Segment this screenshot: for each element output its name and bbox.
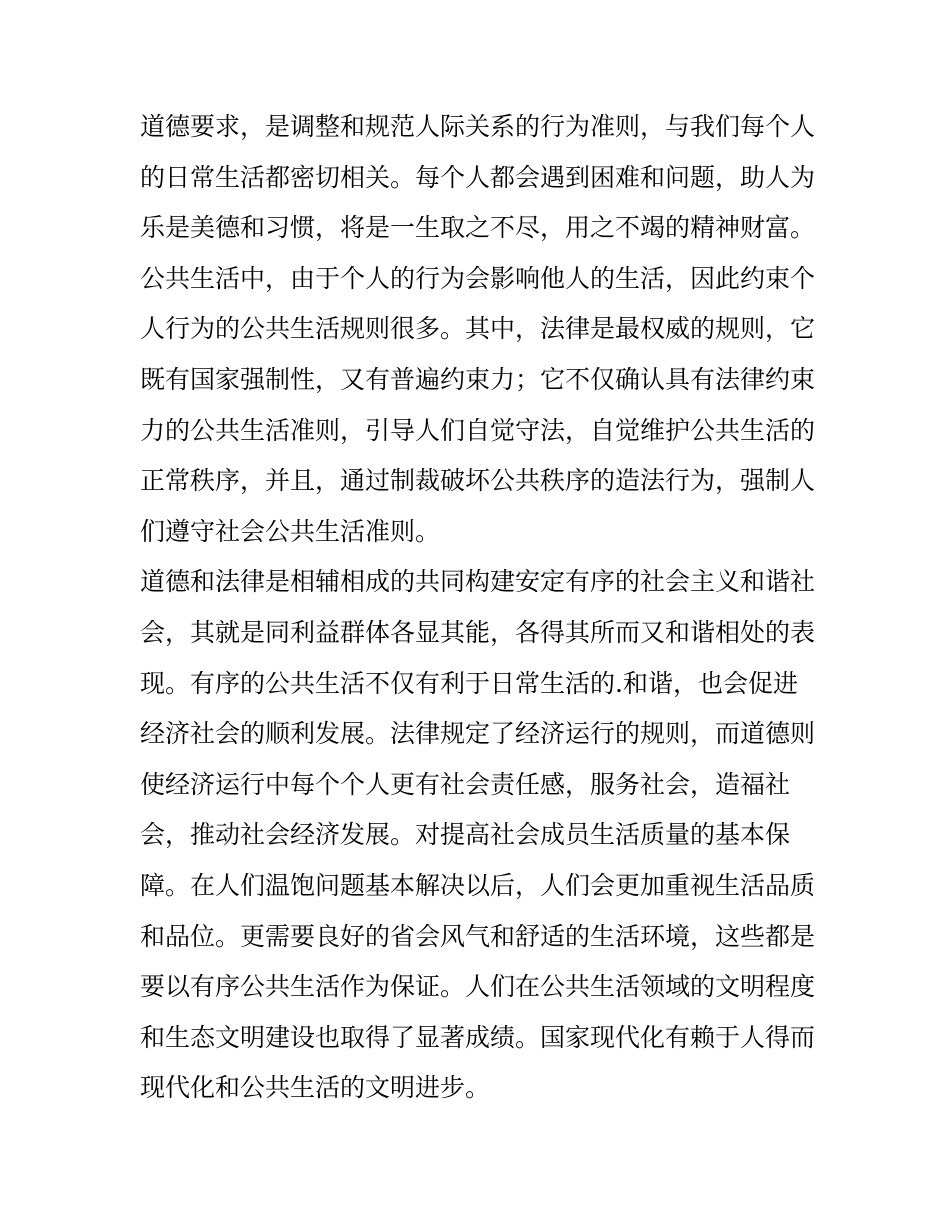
text-line-20: 现代化和公共生活的文明进步。 [140, 1073, 491, 1103]
body-text [140, 102, 820, 1114]
text-line-10: 道德和法律是相辅相成的共同构建安定有序的社会主义和谐社 [140, 567, 816, 597]
text-line-7: 力的公共生活准则，引导人们自觉守法，自觉维护公共生活的 [140, 415, 816, 445]
text-line-17: 和品位。更需要良好的省会风气和舒适的生活环境，这些都是 [140, 921, 816, 951]
text-line-4: 公共生活中，由于个人的行为会影响他人的生活，因此约束个 [140, 263, 816, 293]
text-line-14: 使经济运行中每个个人更有社会责任感，服务社会，造福社 [140, 769, 791, 799]
text-line-11: 会，其就是同利益群体各显其能，各得其所而又和谐相处的表 [140, 617, 816, 647]
text-line-5: 人行为的公共生活规则很多。其中，法律是最权威的规则，它 [140, 314, 816, 344]
text-line-1: 道德要求，是调整和规范人际关系的行为准则，与我们每个人 [140, 112, 816, 141]
text-line-15: 会，推动社会经济发展。对提高社会成员生活质量的基本保 [140, 820, 791, 850]
text-line-18: 要以有序公共生活作为保证。人们在公共生活领域的文明程度 [140, 972, 816, 1002]
text-line-9: 们遵守社会公共生活准则。 [140, 516, 441, 546]
text-line-2: 的日常生活都密切相关。每个人都会遇到困难和问题，助人为 [140, 162, 816, 192]
text-line-6: 既有国家强制性，又有普遍约束力；它不仅确认具有法律约束 [140, 364, 816, 394]
text-line-12: 现。有序的公共生活不仅有利于日常生活的.和谐，也会促进 [140, 668, 798, 698]
text-line-3: 乐是美德和习惯，将是一生取之不尽，用之不竭的精神财富。 [140, 213, 816, 243]
text-line-16: 障。在人们温饱问题基本解决以后，人们会更加重视生活品质 [140, 870, 816, 900]
text-line-19: 和生态文明建设也取得了显著成绩。国家现代化有赖于人得而 [140, 1022, 816, 1052]
text-line-13: 经济社会的顺利发展。法律规定了经济运行的规则，而道德则 [140, 719, 816, 749]
text-line-8: 正常秩序，并且，通过制裁破坏公共秩序的造法行为，强制人 [140, 466, 816, 496]
